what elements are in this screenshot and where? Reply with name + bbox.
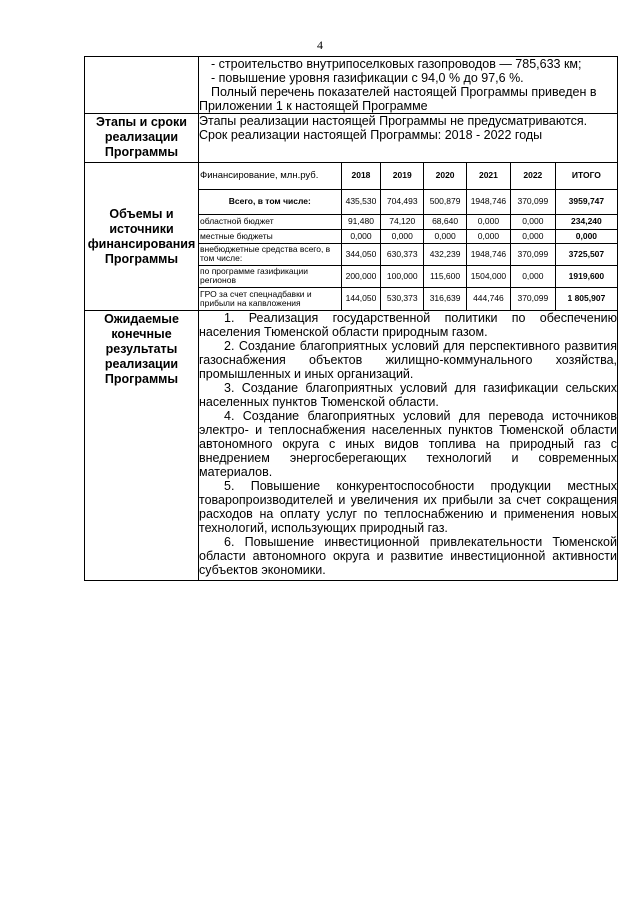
finance-value: 0,000 bbox=[510, 214, 555, 229]
finance-value: 1948,746 bbox=[467, 189, 511, 214]
finance-value: 115,600 bbox=[424, 265, 467, 287]
indicators-text-cell bbox=[199, 57, 618, 114]
finance-value: 100,000 bbox=[381, 265, 424, 287]
finance-value: 0,000 bbox=[555, 229, 617, 243]
results-label: Ожидаемые конечные результаты реализации Программы bbox=[85, 311, 199, 581]
finance-value: 1504,000 bbox=[467, 265, 511, 287]
finance-row-regional bbox=[199, 214, 617, 229]
finance-value: 1948,746 bbox=[467, 243, 511, 265]
finance-label: Объемы и источники финансирования Программы bbox=[85, 163, 199, 311]
stages-line: Срок реализации настоящей Программы: 2018 - 2022 годы bbox=[199, 128, 543, 142]
stages-row bbox=[85, 114, 618, 163]
finance-value: 0,000 bbox=[424, 229, 467, 243]
finance-value: 344,050 bbox=[341, 243, 381, 265]
finance-value: 316,639 bbox=[424, 287, 467, 310]
result-item: 1. Реализация государственной политики по обеспечению населения Тюменской области природным газом. bbox=[199, 311, 617, 339]
results-row bbox=[85, 311, 618, 581]
finance-value: 500,879 bbox=[424, 189, 467, 214]
finance-value: 0,000 bbox=[510, 229, 555, 243]
finance-row-name: областной бюджет bbox=[199, 214, 341, 229]
finance-header-row bbox=[199, 163, 617, 189]
result-item: 6. Повышение инвестиционной привлекательности Тюменской области автономного округа и развитие инвестиционной активности субъектов экономики. bbox=[199, 535, 617, 577]
finance-value: 370,099 bbox=[510, 189, 555, 214]
finance-value: 200,000 bbox=[341, 265, 381, 287]
finance-value: 1 805,907 bbox=[555, 287, 617, 310]
finance-value: 0,000 bbox=[510, 265, 555, 287]
finance-header-cell: 2021 bbox=[467, 163, 511, 189]
finance-value: 370,099 bbox=[510, 243, 555, 265]
finance-value: 144,050 bbox=[341, 287, 381, 310]
result-item: 4. Создание благоприятных условий для перевода источников электро- и теплоснабжения населенных пунктов Тюменской области автономного округа с иных видов топлива на природный газ с внедрением энергосберегающих технологий и современных материалов. bbox=[199, 409, 617, 479]
finance-value: 444,746 bbox=[467, 287, 511, 310]
finance-row-name: местные бюджеты bbox=[199, 229, 341, 243]
finance-row-offbudget bbox=[199, 243, 617, 265]
finance-value: 0,000 bbox=[467, 214, 511, 229]
passport-table bbox=[84, 56, 618, 581]
finance-row-gro bbox=[199, 287, 617, 310]
finance-row-name: Всего, в том числе: bbox=[199, 189, 341, 214]
page-number: 4 bbox=[317, 38, 323, 52]
finance-row-name: ГРО за счет спецнадбавки и прибыли на капвложения bbox=[199, 287, 341, 310]
finance-value: 0,000 bbox=[341, 229, 381, 243]
finance-value: 0,000 bbox=[467, 229, 511, 243]
finance-table-cell bbox=[199, 163, 618, 311]
finance-header-cell: 2020 bbox=[424, 163, 467, 189]
finance-value: 530,373 bbox=[381, 287, 424, 310]
finance-header-cell: ИТОГО bbox=[555, 163, 617, 189]
finance-value: 3725,507 bbox=[555, 243, 617, 265]
stages-label: Этапы и сроки реализации Программы bbox=[85, 114, 199, 163]
finance-value: 3959,747 bbox=[555, 189, 617, 214]
finance-value: 74,120 bbox=[381, 214, 424, 229]
stages-text-cell bbox=[199, 114, 618, 163]
finance-row-gasification bbox=[199, 265, 617, 287]
indicators-row bbox=[85, 57, 618, 114]
result-item: 2. Создание благоприятных условий для перспективного развития газоснабжения объектов жилищно-коммунального хозяйства, промышленных и иных организаций. bbox=[199, 339, 617, 381]
indicator-note: Полный перечень показателей настоящей Программы приведен в Приложении 1 к настоящей Программе bbox=[199, 85, 597, 113]
indicator-line: - повышение уровня газификации с 94,0 % до 97,6 %. bbox=[211, 71, 524, 85]
finance-value: 370,099 bbox=[510, 287, 555, 310]
finance-table bbox=[199, 163, 617, 310]
finance-row-name: внебюджетные средства всего, в том числе: bbox=[199, 243, 341, 265]
indicator-line: - строительство внутрипоселковых газопроводов — 785,633 км; bbox=[211, 57, 582, 71]
finance-value: 704,493 bbox=[381, 189, 424, 214]
stages-line: Этапы реализации настоящей Программы не предусматриваются. bbox=[199, 114, 588, 128]
result-item: 3. Создание благоприятных условий для газификации сельских населенных пунктов Тюменской области. bbox=[199, 381, 617, 409]
finance-row bbox=[85, 163, 618, 311]
finance-value: 435,530 bbox=[341, 189, 381, 214]
finance-row-name: по программе газификации регионов bbox=[199, 265, 341, 287]
finance-value: 234,240 bbox=[555, 214, 617, 229]
finance-value: 68,640 bbox=[424, 214, 467, 229]
finance-value: 0,000 bbox=[381, 229, 424, 243]
finance-row-total bbox=[199, 189, 617, 214]
result-item: 5. Повышение конкурентоспособности продукции местных товаропроизводителей и увеличения их прибыли за счет сокращения расходов на оплату услуг по теплоснабжению и применения новых технологий, использующих природный газ. bbox=[199, 479, 617, 535]
indicators-label-cell bbox=[85, 57, 199, 114]
finance-header-cell: Финансирование, млн.руб. bbox=[199, 163, 341, 189]
finance-header-cell: 2018 bbox=[341, 163, 381, 189]
finance-header-cell: 2022 bbox=[510, 163, 555, 189]
finance-value: 432,239 bbox=[424, 243, 467, 265]
finance-value: 91,480 bbox=[341, 214, 381, 229]
finance-header-cell: 2019 bbox=[381, 163, 424, 189]
finance-value: 630,373 bbox=[381, 243, 424, 265]
finance-value: 1919,600 bbox=[555, 265, 617, 287]
results-text-cell bbox=[199, 311, 618, 581]
finance-row-local bbox=[199, 229, 617, 243]
